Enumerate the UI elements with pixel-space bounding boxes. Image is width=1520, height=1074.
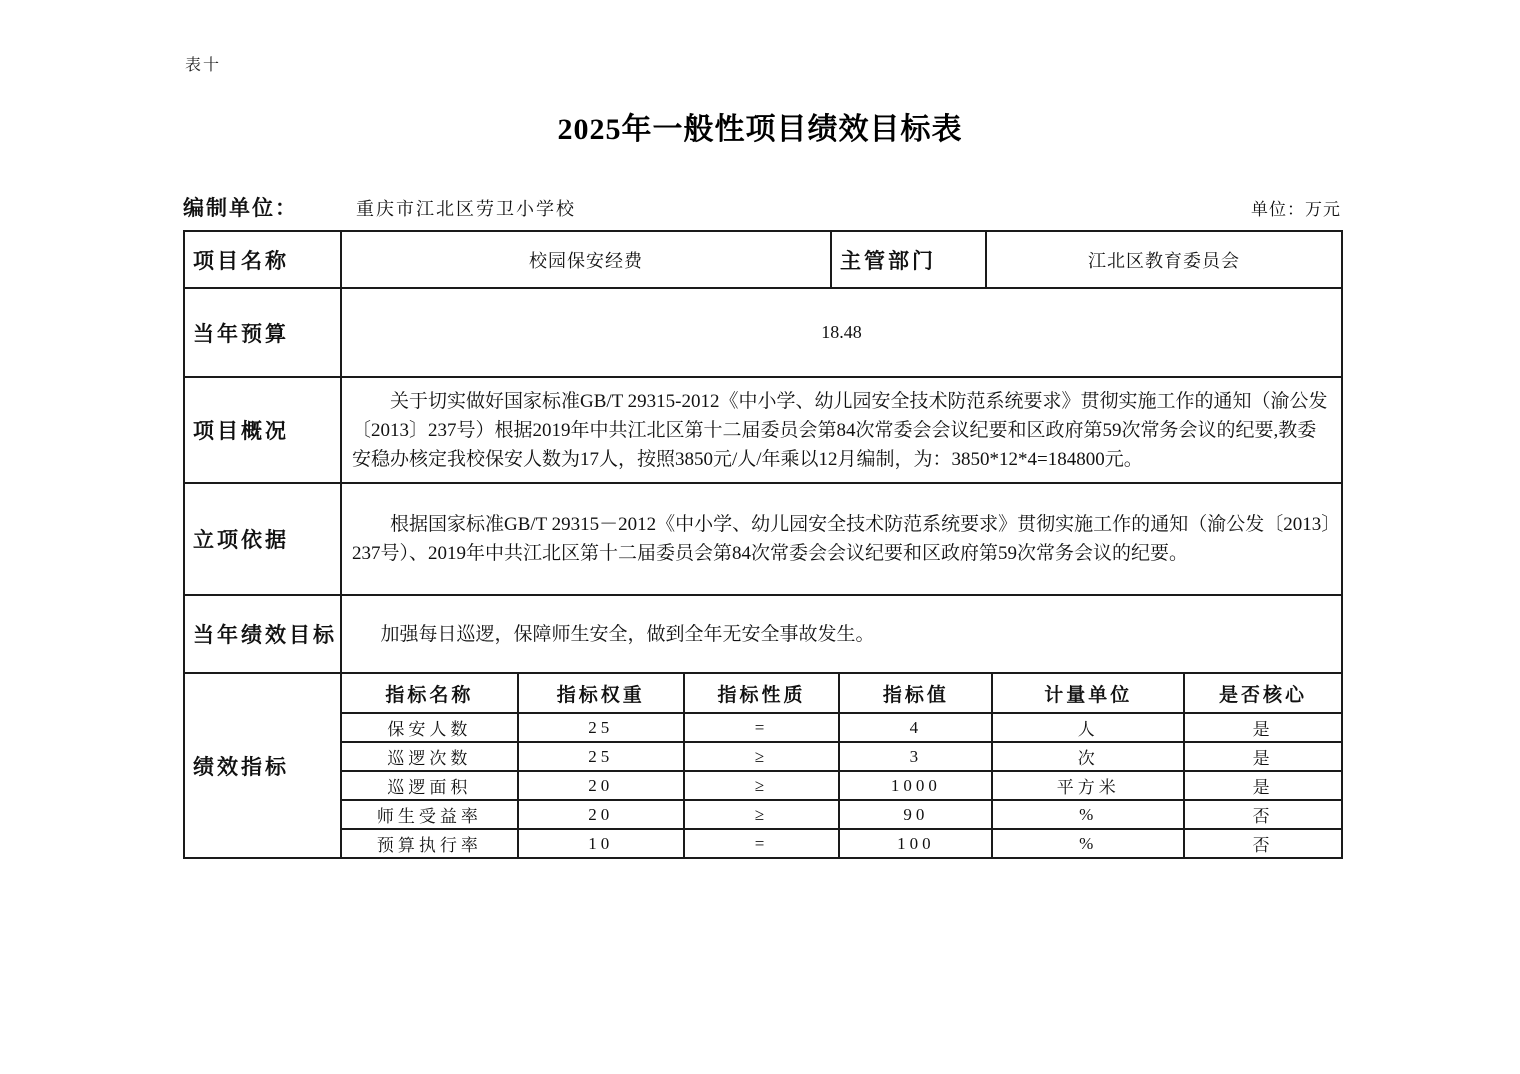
prepared-by-value: 重庆市江北区劳卫小学校 bbox=[356, 199, 576, 219]
indicators-table bbox=[342, 674, 1341, 857]
main-table bbox=[183, 230, 1343, 859]
col-header-weight: 指标权重 bbox=[518, 674, 684, 713]
indicator-nature: ≥ bbox=[684, 771, 840, 800]
dept-label: 主管部门 bbox=[831, 231, 986, 288]
indicator-row bbox=[342, 713, 1341, 742]
indicator-unit: 人 bbox=[992, 713, 1184, 742]
indicator-core: 是 bbox=[1184, 771, 1341, 800]
indicator-row bbox=[342, 742, 1341, 771]
row-overview bbox=[184, 377, 1342, 483]
indicators-cell bbox=[341, 673, 1342, 858]
indicator-nature: ≥ bbox=[684, 800, 840, 829]
indicator-value: 90 bbox=[839, 800, 992, 829]
indicator-nature: = bbox=[684, 829, 840, 857]
prepared-by-label: 编制单位： bbox=[183, 196, 298, 220]
indicator-weight: 20 bbox=[518, 800, 684, 829]
indicator-nature: ≥ bbox=[684, 742, 840, 771]
basis-text: 根据国家标准GB/T 29315－2012《中小学、幼儿园安全技术防范系统要求》贯彻实施工作的通知（渝公发〔2013〕237号）、2019年中共江北区第十二届委员会第84次常委会会议纪要和区政府第59次常务会议的纪要。 bbox=[352, 514, 1331, 564]
col-header-name: 指标名称 bbox=[342, 674, 518, 713]
indicator-weight: 25 bbox=[518, 713, 684, 742]
indicator-unit: % bbox=[992, 829, 1184, 857]
meta-row bbox=[183, 192, 1341, 220]
indicator-nature: = bbox=[684, 713, 840, 742]
col-header-core: 是否核心 bbox=[1184, 674, 1341, 713]
indicator-weight: 10 bbox=[518, 829, 684, 857]
indicator-value: 3 bbox=[839, 742, 992, 771]
indicator-weight: 20 bbox=[518, 771, 684, 800]
indicator-row bbox=[342, 800, 1341, 829]
indicator-row bbox=[342, 771, 1341, 800]
indicator-weight: 25 bbox=[518, 742, 684, 771]
indicator-unit: 平方米 bbox=[992, 771, 1184, 800]
row-basis bbox=[184, 483, 1342, 595]
indicator-name: 巡逻次数 bbox=[342, 742, 518, 771]
indicator-core: 是 bbox=[1184, 713, 1341, 742]
goal-label: 当年绩效目标 bbox=[184, 595, 341, 673]
overview-cell bbox=[341, 377, 1342, 483]
corner-label: 表十 bbox=[185, 57, 222, 74]
basis-label: 立项依据 bbox=[184, 483, 341, 595]
indicator-name: 保安人数 bbox=[342, 713, 518, 742]
row-project-name bbox=[184, 231, 1342, 288]
indicator-core: 否 bbox=[1184, 800, 1341, 829]
indicator-value: 4 bbox=[839, 713, 992, 742]
indicator-unit: 次 bbox=[992, 742, 1184, 771]
col-header-unit: 计量单位 bbox=[992, 674, 1184, 713]
dept-value: 江北区教育委员会 bbox=[986, 231, 1342, 288]
unit-note: 单位：万元 bbox=[1251, 200, 1341, 219]
indicators-header-row bbox=[342, 674, 1341, 713]
project-name-value: 校园保安经费 bbox=[341, 231, 831, 288]
page-title: 2025年一般性项目绩效目标表 bbox=[557, 113, 963, 146]
goal-text: 加强每日巡逻，保障师生安全，做到全年无安全事故发生。 bbox=[380, 623, 875, 645]
overview-text: 关于切实做好国家标准GB/T 29315-2012《中小学、幼儿园安全技术防范系统要求》贯彻实施工作的通知（渝公发〔2013〕237号）根据2019年中共江北区第十二届委员会第84次常委会会议纪要和区政府第59次常务会议的纪要,教委安稳办核定我校保安人数为17人，按照3850元/人/年乘以12月编制，为：3850*12*4=184800元。 bbox=[352, 390, 1328, 470]
project-name-label: 项目名称 bbox=[184, 231, 341, 288]
indicator-value: 1000 bbox=[839, 771, 992, 800]
overview-label: 项目概况 bbox=[184, 377, 341, 483]
row-goal bbox=[184, 595, 1342, 673]
indicator-row bbox=[342, 829, 1341, 857]
goal-cell bbox=[341, 595, 1342, 673]
indicator-value: 100 bbox=[839, 829, 992, 857]
col-header-nature: 指标性质 bbox=[684, 674, 840, 713]
indicator-name: 师生受益率 bbox=[342, 800, 518, 829]
col-header-value: 指标值 bbox=[839, 674, 992, 713]
budget-value: 18.48 bbox=[341, 288, 1342, 377]
indicator-name: 预算执行率 bbox=[342, 829, 518, 857]
row-budget bbox=[184, 288, 1342, 377]
indicator-core: 是 bbox=[1184, 742, 1341, 771]
indicator-unit: % bbox=[992, 800, 1184, 829]
indicator-name: 巡逻面积 bbox=[342, 771, 518, 800]
basis-cell bbox=[341, 483, 1342, 595]
budget-label: 当年预算 bbox=[184, 288, 341, 377]
indicator-core: 否 bbox=[1184, 829, 1341, 857]
row-indicators bbox=[184, 673, 1342, 858]
indicators-label: 绩效指标 bbox=[184, 673, 341, 858]
